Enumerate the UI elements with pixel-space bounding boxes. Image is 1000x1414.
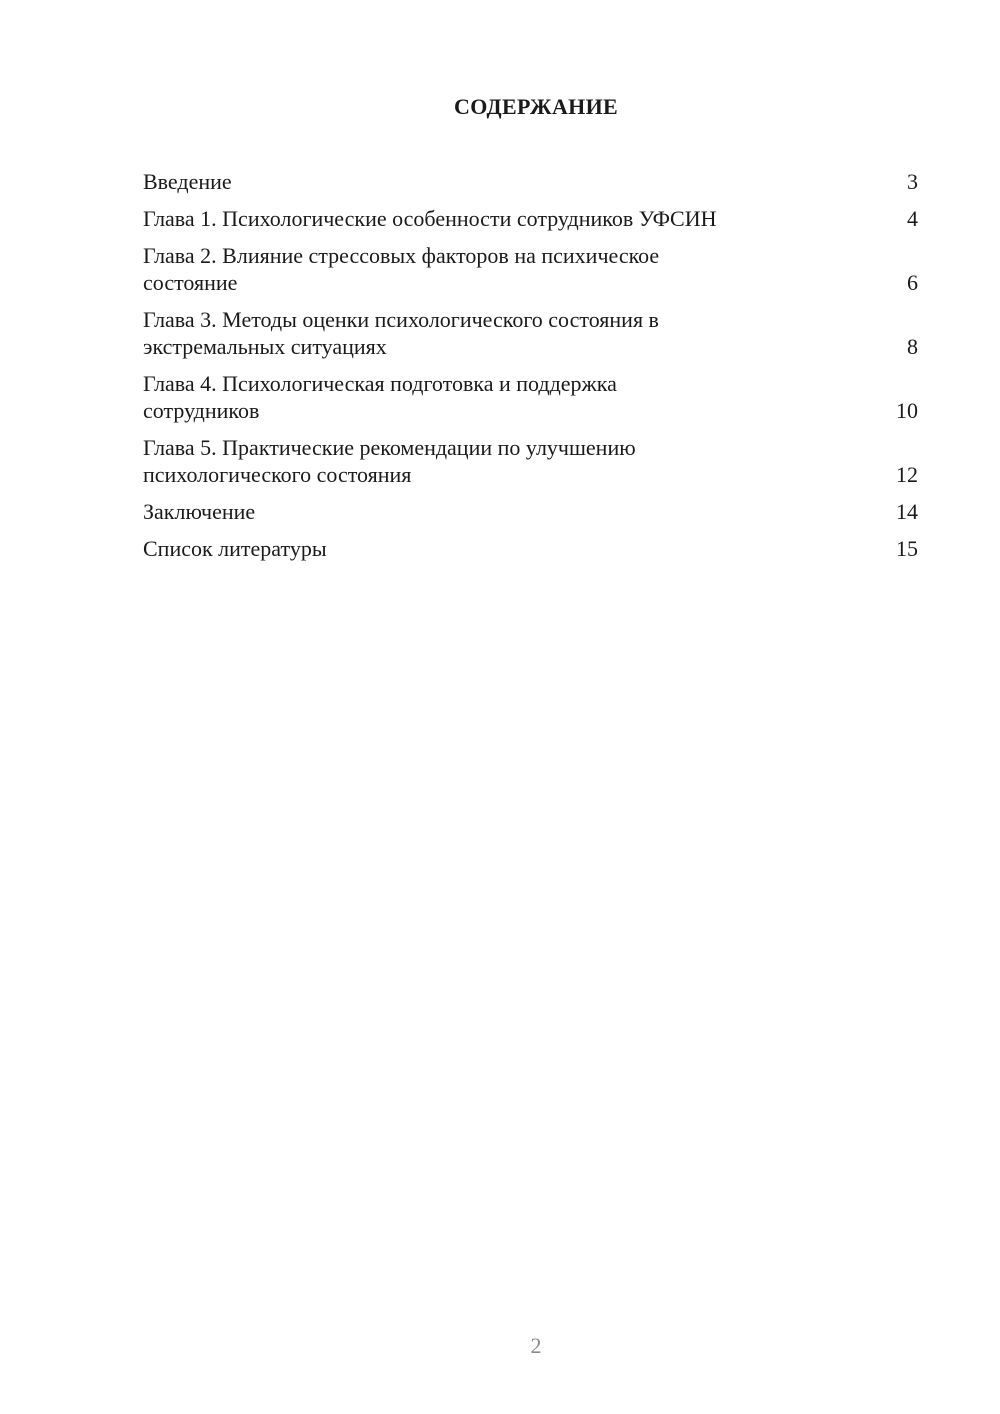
toc-entry-page: 14 (896, 499, 918, 524)
toc-entry-page: 12 (896, 462, 918, 487)
toc-entry-title: Заключение (143, 499, 256, 524)
toc-entry-chapter-3 (143, 306, 918, 360)
toc-entry-page: 3 (907, 169, 918, 194)
toc-entry-page: 8 (907, 334, 918, 359)
toc-entry-title: Список литературы (143, 536, 327, 561)
toc-entry-title: Глава 3. Методы оценки психологического состояния в экстремальных ситуациях (143, 307, 659, 359)
page-title: СОДЕРЖАНИЕ (454, 94, 618, 119)
toc-entry-title: Введение (143, 169, 232, 194)
toc-entry-page: 4 (907, 206, 918, 231)
toc-entry-introduction (143, 168, 918, 195)
toc-entry-chapter-4 (143, 370, 918, 424)
toc-entry-title: Глава 4. Психологическая подготовка и поддержка сотрудников (143, 371, 617, 423)
toc-entry-references (143, 535, 918, 562)
toc-entry-page: 15 (896, 536, 918, 561)
toc-entry-conclusion (143, 498, 918, 525)
page-number: 2 (530, 1333, 542, 1358)
toc-entry-page: 6 (907, 270, 918, 295)
toc-entry-chapter-2 (143, 242, 918, 296)
toc-entry-title: Глава 2. Влияние стрессовых факторов на психическое состояние (143, 243, 660, 295)
toc-entry-chapter-5 (143, 434, 918, 488)
table-of-contents (143, 168, 918, 572)
toc-entry-title: Глава 5. Практические рекомендации по улучшению психологического состояния (143, 435, 636, 487)
toc-entry-title: Глава 1. Психологические особенности сотрудников УФСИН (143, 206, 717, 231)
toc-entry-page: 10 (896, 398, 918, 423)
toc-entry-chapter-1 (143, 205, 918, 232)
